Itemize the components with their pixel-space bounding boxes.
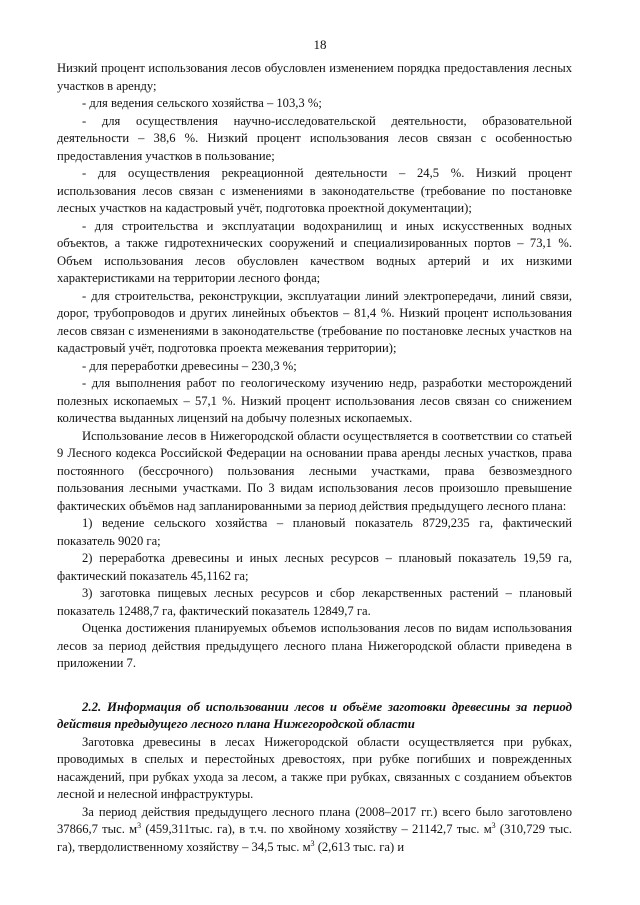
- section-heading: 2.2. Информация об использовании лесов и объёме заготовки древесины за период действия предыдущего лесного плана Нижегородской области: [57, 699, 572, 731]
- page-number: 18: [313, 37, 327, 52]
- list-item: - для переработки древесины – 230,3 %;: [82, 358, 297, 373]
- text-run: (459,311тыс. га), в т.ч. по хвойному хозяйству – 21142,7 тыс. м: [141, 822, 492, 836]
- superscript: 3: [137, 820, 142, 830]
- text-run: (310,729 тыс. га), твердолиственному хозяйству – 34,5 тыс. м: [57, 822, 572, 854]
- list-item: - для ведения сельского хозяйства – 103,3 %;: [82, 96, 322, 110]
- superscript: 3: [310, 838, 315, 848]
- text-run: За период действия предыдущего лесного плана (2008–2017 гг.) всего было заготовлено 37866,7 тыс. м: [57, 804, 572, 836]
- list-item: - для строительства, реконструкции, эксплуатации линий электропередачи, линий связи, дорог, трубопроводов и других линейных объектов – 81,4 %. Низкий процент использования лесов связан с изменениями в законодательстве (требование по постановке лесных участков на кадастровый учёт, подготовка проекта межевания территории);: [57, 288, 572, 355]
- list-item: - для осуществления рекреационной деятельности – 24,5 %. Низкий процент использования лесов связан с изменениями в законодательстве (требование по постановке лесных участков на кадастровый учёт, подготовка проектной документации);: [57, 166, 572, 215]
- document-body: [57, 60, 572, 856]
- paragraph: Заготовка древесины в лесах Нижегородской области осуществляется при рубках, проводимых в спелых и перестойных древостоях, при рубке погибших и поврежденных насаждений, при рубках ухода за лесом, а также при рубках, связанных с созданием объектов лесной и нелесной инфраструктуры.: [57, 734, 572, 801]
- paragraph: [57, 804, 572, 857]
- list-item: - для строительства и эксплуатации водохранилищ и иных искусственных водных объектов, а также гидротехнических сооружений и специализированных портов – 73,1 %. Объем использования лесов обусловлен качеством водных артерий и их низкими характеристиками на территории лесного фонда;: [57, 218, 572, 285]
- superscript: 3: [491, 820, 496, 830]
- text-run: (2,613 тыс. га) и: [314, 839, 405, 854]
- paragraph: Использование лесов в Нижегородской области осуществляется в соответствии со статьей 9 Лесного кодекса Российской Федерации на основании права аренды лесных участков, права постоянного (бессрочного) пользования лесными участками, права безвозмездного пользования лесными участками. По 3 видам использования лесов произошло превышение фактических объёмов над запланированными за период действия предыдущего лесного плана:: [57, 428, 572, 513]
- list-item: - для выполнения работ по геологическому изучению недр, разработки месторождений полезных ископаемых – 57,1 %. Низкий процент использования лесов связан со снижением количества выданных лицензий на добычу полезных ископаемых.: [57, 376, 572, 425]
- paragraph: Низкий процент использования лесов обусловлен изменением порядка предоставления лесных участков в аренду;: [57, 61, 572, 93]
- list-item: - для осуществления научно-исследовательской деятельности, образовательной деятельности – 38,6 %. Низкий процент использования лесов связан с особенностью предоставления участков в пользование;: [57, 113, 572, 163]
- numbered-item: 3) заготовка пищевых лесных ресурсов и сбор лекарственных растений – плановый показатель 12488,7 га, фактический показатель 12849,7 га.: [57, 586, 572, 618]
- numbered-item: 2) переработка древесины и иных лесных ресурсов – плановый показатель 19,59 га, фактический показатель 45,1162 га;: [57, 551, 572, 583]
- numbered-item: 1) ведение сельского хозяйства – плановый показатель 8729,235 га, фактический показатель 9020 га;: [57, 516, 572, 548]
- paragraph: Оценка достижения планируемых объемов использования лесов по видам использования лесов за период действия предыдущего лесного плана Нижегородской области приведена в приложении 7.: [57, 621, 572, 670]
